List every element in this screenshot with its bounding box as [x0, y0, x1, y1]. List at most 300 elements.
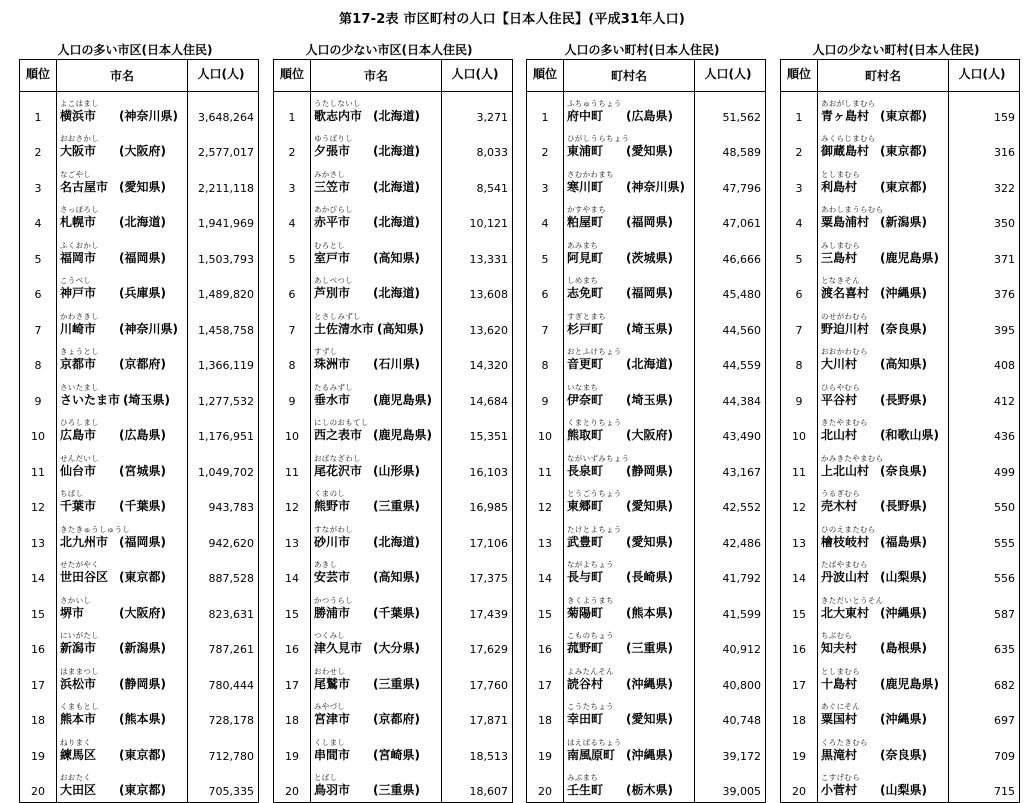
- population-cell: 2,577,017: [188, 128, 259, 164]
- municipality-name: 三島村: [821, 250, 858, 265]
- rank-cell: 7: [20, 305, 57, 341]
- name-cell: [818, 234, 949, 270]
- municipality-name: 練馬区: [60, 747, 97, 762]
- population-cell: 10,121: [442, 199, 513, 235]
- name-cell: [57, 483, 188, 519]
- prefecture-name: (宮城県): [119, 463, 166, 478]
- municipality-name: 平谷村: [821, 392, 858, 407]
- table-row: [20, 234, 259, 270]
- furigana: こすげむら: [821, 773, 860, 782]
- rank-cell: 19: [527, 731, 564, 767]
- municipality-name: 青ヶ島村: [821, 108, 870, 123]
- furigana: たばやまむら: [821, 560, 868, 569]
- population-cell: 14,684: [442, 376, 513, 412]
- population-cell: 17,629: [442, 625, 513, 661]
- municipality-name: 長与町: [567, 570, 604, 584]
- furigana: くろたきむら: [821, 737, 868, 747]
- population-cell: 44,559: [695, 341, 766, 377]
- rank-cell: 20: [527, 767, 564, 803]
- population-cell: 8,541: [442, 163, 513, 199]
- name-cell: [818, 341, 949, 377]
- population-cell: 17,760: [442, 660, 513, 696]
- furigana: くまもとし: [60, 702, 99, 711]
- name-cell: [57, 589, 188, 625]
- furigana: よみたんそん: [567, 666, 614, 676]
- municipality-name: 砂川市: [314, 534, 351, 549]
- rank-cell: 9: [274, 376, 311, 412]
- table-caption: 人口の多い市区(日本人住民): [57, 43, 213, 57]
- population-cell: 44,560: [695, 305, 766, 341]
- rank-cell: 4: [274, 199, 311, 235]
- prefecture-name: (北海道): [373, 286, 420, 300]
- municipality-name: 福岡市: [60, 250, 97, 265]
- population-cell: 41,792: [695, 554, 766, 590]
- population-cell: 17,106: [442, 518, 513, 554]
- population-cell: 42,486: [695, 518, 766, 554]
- population-cell: 13,608: [442, 270, 513, 306]
- population-cell: 43,167: [695, 447, 766, 483]
- population-cell: 823,631: [188, 589, 259, 625]
- municipality-name: 熊本市: [60, 712, 97, 726]
- furigana: ひがしうらちょう: [567, 134, 630, 143]
- prefecture-name: (三重県): [626, 641, 673, 655]
- name-cell: [311, 625, 442, 661]
- header-population: 人口(人): [949, 60, 1020, 92]
- furigana: なごやし: [60, 169, 92, 179]
- population-cell: 2,211,118: [188, 163, 259, 199]
- furigana: ゆうばりし: [314, 134, 353, 143]
- rank-cell: 19: [274, 731, 311, 767]
- prefecture-name: (福岡県): [119, 534, 166, 549]
- rank-cell: 7: [274, 305, 311, 341]
- prefecture-name: (神奈川県): [119, 108, 178, 123]
- prefecture-name: (三重県): [373, 499, 420, 513]
- name-cell: [564, 731, 695, 767]
- municipality-name: 津久見市: [314, 641, 363, 655]
- rank-cell: 10: [527, 412, 564, 448]
- population-cell: 17,375: [442, 554, 513, 590]
- rank-cell: 14: [527, 554, 564, 590]
- name-cell: [564, 518, 695, 554]
- header-population: 人口(人): [188, 60, 259, 92]
- rank-cell: 20: [781, 767, 818, 803]
- municipality-name: 丹波山村: [821, 570, 870, 584]
- furigana: うたしないし: [314, 98, 361, 108]
- population-cell: 715: [949, 767, 1020, 803]
- furigana: しめまち: [567, 276, 599, 285]
- name-cell: [57, 554, 188, 590]
- furigana: くまのし: [314, 489, 346, 498]
- prefecture-name: (新潟県): [119, 641, 166, 655]
- furigana: さっぽろし: [60, 205, 99, 214]
- header-rank: 順位: [20, 60, 57, 92]
- municipality-name: 堺市: [60, 605, 85, 620]
- population-cell: 635: [949, 625, 1020, 661]
- municipality-name: 熊野市: [314, 499, 351, 513]
- population-cell: 555: [949, 518, 1020, 554]
- name-cell: [57, 199, 188, 235]
- rank-cell: 10: [20, 412, 57, 448]
- municipality-name: 勝浦市: [314, 605, 351, 620]
- table-row: [274, 341, 513, 377]
- population-cell: 43,490: [695, 412, 766, 448]
- prefecture-name: (千葉県): [119, 499, 166, 513]
- table-row: [274, 731, 513, 767]
- rank-cell: 2: [20, 128, 57, 164]
- name-cell: [818, 660, 949, 696]
- prefecture-name: (東京都): [119, 783, 166, 797]
- ranking-table: [273, 59, 513, 803]
- population-cell: 16,985: [442, 483, 513, 519]
- table-row: [527, 376, 766, 412]
- population-cell: 17,439: [442, 589, 513, 625]
- municipality-name: 粕屋町: [567, 215, 604, 229]
- furigana: すぎとまち: [567, 311, 606, 321]
- name-cell: [57, 270, 188, 306]
- prefecture-name: (沖縄県): [626, 747, 673, 762]
- rank-cell: 12: [20, 483, 57, 519]
- table-row: [274, 625, 513, 661]
- prefecture-name: (北海道): [373, 144, 420, 158]
- population-cell: 705,335: [188, 767, 259, 803]
- furigana: おおたく: [60, 773, 92, 782]
- name-cell: [311, 163, 442, 199]
- municipality-name: 野迫川村: [821, 321, 870, 336]
- table-row: [20, 767, 259, 803]
- population-cell: 39,005: [695, 767, 766, 803]
- municipality-name: 北九州市: [60, 534, 109, 549]
- population-cell: 40,748: [695, 696, 766, 732]
- prefecture-name: (石川県): [373, 357, 420, 371]
- furigana: みしまむら: [821, 240, 860, 250]
- prefecture-name: (埼玉県): [626, 321, 673, 336]
- prefecture-name: (高知県): [880, 357, 927, 371]
- furigana: あきし: [314, 560, 338, 569]
- rank-cell: 11: [527, 447, 564, 483]
- municipality-name: 千葉市: [60, 499, 97, 513]
- rank-cell: 6: [527, 270, 564, 306]
- furigana: おばなざわし: [314, 453, 361, 463]
- population-cell: 1,503,793: [188, 234, 259, 270]
- name-cell: [564, 163, 695, 199]
- rank-cell: 18: [527, 696, 564, 732]
- furigana: かすやまち: [567, 205, 606, 214]
- rank-cell: 18: [20, 696, 57, 732]
- population-cell: 712,780: [188, 731, 259, 767]
- prefecture-name: (和歌山県): [880, 428, 939, 442]
- table-caption: 人口の少ない市区(日本人住民): [305, 43, 473, 57]
- table-row: [781, 305, 1020, 341]
- prefecture-name: (静岡県): [626, 463, 673, 478]
- furigana: あかびらし: [314, 205, 353, 214]
- population-cell: 436: [949, 412, 1020, 448]
- rank-cell: 12: [274, 483, 311, 519]
- furigana: のせがわむら: [821, 311, 868, 321]
- prefecture-name: (神奈川県): [626, 179, 685, 194]
- rank-cell: 17: [781, 660, 818, 696]
- rank-cell: 4: [20, 199, 57, 235]
- prefecture-name: (愛知県): [626, 144, 673, 158]
- prefecture-name: (沖縄県): [880, 286, 927, 300]
- municipality-name: 武豊町: [567, 534, 604, 549]
- table-header-row: [274, 60, 513, 92]
- rank-cell: 8: [527, 341, 564, 377]
- rank-cell: 10: [274, 412, 311, 448]
- municipality-name: 熊取町: [567, 428, 604, 442]
- table-row: [20, 270, 259, 306]
- prefecture-name: (山形県): [373, 463, 420, 478]
- furigana: あおがしまむら: [821, 98, 876, 108]
- furigana: つくみし: [314, 631, 346, 640]
- prefecture-name: (熊本県): [119, 712, 166, 726]
- rank-cell: 16: [20, 625, 57, 661]
- rank-cell: 15: [781, 589, 818, 625]
- prefecture-name: (北海道): [373, 108, 420, 123]
- table-row: [20, 731, 259, 767]
- rank-cell: 9: [781, 376, 818, 412]
- rank-cell: 18: [781, 696, 818, 732]
- header-rank: 順位: [274, 60, 311, 92]
- municipality-name: 浜松市: [60, 676, 97, 691]
- furigana: おわせし: [314, 666, 346, 676]
- name-cell: [818, 767, 949, 803]
- table-row: [527, 731, 766, 767]
- municipality-name: 菊陽町: [567, 605, 604, 620]
- rank-cell: 3: [20, 163, 57, 199]
- table-row: [781, 589, 1020, 625]
- name-cell: [57, 412, 188, 448]
- population-cell: 556: [949, 554, 1020, 590]
- furigana: ながよちょう: [567, 560, 614, 569]
- header-name: 市名: [311, 60, 442, 92]
- rank-cell: 2: [781, 128, 818, 164]
- prefecture-name: (福島県): [880, 534, 927, 549]
- municipality-name: 芦別市: [314, 286, 351, 300]
- table-row: [527, 199, 766, 235]
- table-row: [274, 128, 513, 164]
- rank-cell: 15: [20, 589, 57, 625]
- furigana: あしべつし: [314, 276, 353, 285]
- rank-cell: 9: [527, 376, 564, 412]
- table-row: [274, 412, 513, 448]
- municipality-name: 大川村: [821, 357, 858, 371]
- rank-cell: 12: [527, 483, 564, 519]
- table-row: [527, 483, 766, 519]
- table-header-row: [527, 60, 766, 92]
- population-cell: 499: [949, 447, 1020, 483]
- population-cell: 1,458,758: [188, 305, 259, 341]
- prefecture-name: (京都府): [119, 357, 166, 371]
- prefecture-name: (新潟県): [880, 215, 927, 229]
- table-row: [274, 589, 513, 625]
- rank-cell: 16: [274, 625, 311, 661]
- furigana: さむかわまち: [567, 169, 614, 179]
- population-cell: 787,261: [188, 625, 259, 661]
- furigana: ちばし: [60, 489, 84, 498]
- table-row: [20, 376, 259, 412]
- furigana: ちぶむら: [821, 631, 853, 640]
- name-cell: [311, 341, 442, 377]
- table-row: [20, 483, 259, 519]
- rank-cell: 14: [781, 554, 818, 590]
- rank-cell: 11: [20, 447, 57, 483]
- table-row: [527, 696, 766, 732]
- rank-cell: 4: [781, 199, 818, 235]
- municipality-name: 南風原町: [567, 747, 616, 762]
- table-row: [781, 518, 1020, 554]
- rank-cell: 14: [274, 554, 311, 590]
- population-cell: 1,049,702: [188, 447, 259, 483]
- municipality-name: 阿見町: [567, 250, 604, 265]
- table-caption: 人口の多い町村(日本人住民): [564, 43, 720, 57]
- rank-cell: 2: [527, 128, 564, 164]
- furigana: くしまし: [314, 737, 346, 747]
- municipality-name: 長泉町: [567, 463, 604, 478]
- name-cell: [57, 696, 188, 732]
- furigana: みかさし: [314, 169, 346, 179]
- rank-cell: 6: [20, 270, 57, 306]
- table-row: [527, 767, 766, 803]
- population-cell: 46,666: [695, 234, 766, 270]
- prefecture-name: (長野県): [880, 392, 927, 407]
- furigana: きょうとし: [60, 347, 99, 356]
- furigana: みぶまち: [567, 773, 599, 782]
- rank-cell: 6: [274, 270, 311, 306]
- municipality-name: さいたま市: [60, 392, 121, 407]
- name-cell: [57, 625, 188, 661]
- prefecture-name: (愛知県): [119, 179, 166, 194]
- table-row: [20, 447, 259, 483]
- table-row: [781, 696, 1020, 732]
- furigana: きたきゅうしゅうし: [60, 524, 131, 534]
- rank-cell: 16: [527, 625, 564, 661]
- name-cell: [818, 483, 949, 519]
- furigana: かみきたやまむら: [821, 453, 884, 463]
- prefecture-name: (島根県): [880, 641, 927, 655]
- prefecture-name: (沖縄県): [626, 676, 673, 691]
- ranking-table-block: [780, 41, 1015, 803]
- prefecture-name: (広島県): [119, 428, 166, 442]
- population-cell: 13,331: [442, 234, 513, 270]
- furigana: こうたちょう: [567, 702, 614, 711]
- municipality-name: 寒川町: [567, 179, 604, 194]
- municipality-name: 鳥羽市: [314, 783, 351, 797]
- furigana: さいたまし: [60, 382, 99, 392]
- furigana: はえばるちょう: [567, 737, 622, 747]
- prefecture-name: (東京都): [119, 747, 166, 762]
- population-cell: 17,871: [442, 696, 513, 732]
- municipality-name: 宮津市: [314, 712, 351, 726]
- population-cell: 371: [949, 234, 1020, 270]
- municipality-name: 土佐清水市: [314, 321, 375, 336]
- municipality-name: 広島市: [60, 428, 97, 442]
- prefecture-name: (熊本県): [626, 605, 673, 620]
- rank-cell: 13: [527, 518, 564, 554]
- prefecture-name: (北海道): [373, 179, 420, 194]
- municipality-name: 珠洲市: [314, 357, 351, 371]
- rank-cell: 2: [274, 128, 311, 164]
- municipality-name: 夕張市: [314, 144, 351, 158]
- municipality-name: 読谷村: [567, 676, 604, 691]
- name-cell: [564, 554, 695, 590]
- name-cell: [57, 341, 188, 377]
- name-cell: [564, 660, 695, 696]
- table-row: [274, 234, 513, 270]
- name-cell: [564, 376, 695, 412]
- name-cell: [818, 696, 949, 732]
- population-cell: 15,351: [442, 412, 513, 448]
- furigana: くまとりちょう: [567, 418, 622, 427]
- rank-cell: 8: [781, 341, 818, 377]
- population-cell: 39,172: [695, 731, 766, 767]
- municipality-name: 利島村: [821, 179, 858, 194]
- municipality-name: 赤平市: [314, 215, 351, 229]
- municipality-name: 大田区: [60, 783, 97, 797]
- header-name: 町村名: [818, 60, 949, 92]
- rank-cell: 13: [781, 518, 818, 554]
- furigana: ふくおかし: [60, 240, 99, 250]
- table-row: [274, 483, 513, 519]
- table-row: [20, 341, 259, 377]
- prefecture-name: (北海道): [373, 534, 420, 549]
- municipality-name: 志免町: [567, 286, 604, 300]
- furigana: ねりまく: [60, 737, 92, 747]
- municipality-name: 幸田町: [567, 712, 604, 726]
- rank-cell: 9: [20, 376, 57, 412]
- table-row: [274, 199, 513, 235]
- municipality-name: 黒滝村: [821, 747, 858, 762]
- name-cell: [564, 589, 695, 625]
- header-rank: 順位: [781, 60, 818, 92]
- ranking-table: [19, 59, 259, 803]
- municipality-name: 府中町: [567, 108, 604, 123]
- prefecture-name: (大分県): [373, 641, 420, 655]
- municipality-name: 菰野町: [567, 641, 604, 655]
- table-row: [527, 270, 766, 306]
- population-cell: 48,589: [695, 128, 766, 164]
- prefecture-name: (奈良県): [880, 321, 927, 336]
- name-cell: [564, 696, 695, 732]
- municipality-name: 売木村: [821, 499, 858, 513]
- name-cell: [311, 376, 442, 412]
- prefecture-name: (愛知県): [626, 712, 673, 726]
- furigana: はままつし: [60, 666, 99, 676]
- prefecture-name: (北海道): [119, 215, 166, 229]
- prefecture-name: (長崎県): [626, 570, 673, 584]
- name-cell: [57, 447, 188, 483]
- population-cell: 350: [949, 199, 1020, 235]
- rank-cell: 4: [527, 199, 564, 235]
- population-cell: 1,176,951: [188, 412, 259, 448]
- furigana: とうごうちょう: [567, 489, 622, 498]
- furigana: ながいずみちょう: [567, 453, 630, 463]
- furigana: こものちょう: [567, 631, 614, 640]
- prefecture-name: (千葉県): [373, 605, 420, 620]
- population-cell: 1,489,820: [188, 270, 259, 306]
- name-cell: [564, 483, 695, 519]
- municipality-name: 伊奈町: [567, 392, 604, 407]
- table-row: [20, 199, 259, 235]
- municipality-name: 尾鷲市: [314, 676, 351, 691]
- population-cell: 316: [949, 128, 1020, 164]
- rank-cell: 1: [20, 92, 57, 128]
- furigana: あぐにそん: [821, 702, 860, 711]
- population-cell: 44,384: [695, 376, 766, 412]
- rank-cell: 6: [781, 270, 818, 306]
- furigana: あみまち: [567, 240, 599, 250]
- municipality-name: 東郷町: [567, 499, 604, 513]
- name-cell: [818, 163, 949, 199]
